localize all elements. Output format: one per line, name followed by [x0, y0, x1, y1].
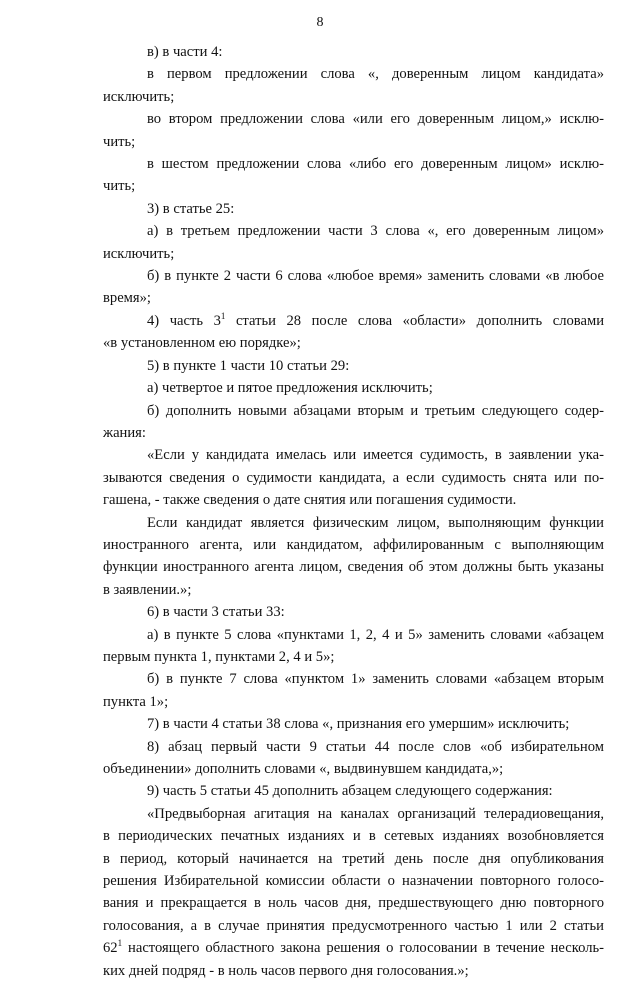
- text-line: [103, 825, 604, 847]
- text-segment: 4) часть 3: [147, 312, 221, 329]
- text-segment: в шестом предложении слова «либо его доверенным лицом» исклю-: [147, 156, 604, 173]
- text-line: [103, 131, 604, 153]
- text-line: [103, 534, 604, 556]
- text-segment: жания:: [103, 424, 146, 441]
- text-line: [103, 153, 604, 175]
- text-segment: чить;: [103, 178, 136, 195]
- text-line: [103, 198, 604, 220]
- text-line: [103, 758, 604, 780]
- text-line: [103, 175, 604, 197]
- document-body: [103, 41, 604, 982]
- text-line: [103, 467, 604, 489]
- text-line: [103, 287, 604, 309]
- text-line: [103, 310, 604, 332]
- text-segment: настоящего областного закона решения о голосовании в течение несколь-: [122, 940, 604, 957]
- text-line: [103, 848, 604, 870]
- text-line: [103, 243, 604, 265]
- text-line: [103, 422, 604, 444]
- text-segment: 8) абзац первый части 9 статьи 44 после слов «об избирательном: [147, 738, 604, 755]
- superscript: 1: [117, 938, 123, 949]
- text-segment: в первом предложении слова «, доверенным лицом кандидата»: [147, 66, 604, 83]
- text-segment: б) в пункте 2 части 6 слова «любое время» заменить словами «в любое: [147, 268, 604, 285]
- text-line: [103, 646, 604, 668]
- text-line: [103, 400, 604, 422]
- text-segment: 6) в части 3 статьи 33:: [147, 604, 285, 621]
- text-segment: «Если у кандидата имелась или имеется судимость, в заявлении ука-: [147, 447, 604, 464]
- text-segment: во втором предложении слова «или его доверенным лицом,» исклю-: [147, 111, 604, 128]
- text-line: [103, 892, 604, 914]
- text-segment: в) в части 4:: [147, 44, 223, 60]
- text-segment: гашена, - также сведения о дате снятия или погашения судимости.: [103, 492, 517, 509]
- text-segment: б) в пункте 7 слова «пунктом 1» заменить словами «абзацем вторым: [147, 671, 604, 688]
- text-segment: первым пункта 1, пунктами 2, 4 и 5»;: [103, 648, 335, 665]
- superscript: 1: [220, 310, 226, 321]
- text-segment: в период, который начинается на третий день после дня опубликования: [103, 850, 604, 867]
- text-segment: б) дополнить новыми абзацами вторым и третьим следующего содер-: [147, 402, 604, 419]
- text-segment: Если кандидат является физическим лицом, выполняющим функции: [147, 514, 604, 531]
- text-segment: а) в третьем предложении части 3 слова «, его доверенным лицом»: [147, 223, 604, 240]
- text-segment: 5) в пункте 1 части 10 статьи 29:: [147, 357, 350, 374]
- text-segment: ких дней подряд - в ноль часов первого дня голосования.»;: [103, 962, 469, 979]
- text-line: [103, 870, 604, 892]
- text-line: [103, 915, 604, 937]
- text-segment: решения Избирательной комиссии области о назначении повторного голосо-: [103, 873, 604, 890]
- text-segment: а) четвертое и пятое предложения исключить;: [147, 380, 433, 397]
- text-line: [103, 668, 604, 690]
- text-line: [103, 736, 604, 758]
- text-segment: в заявлении.»;: [103, 581, 192, 598]
- text-segment: «Предвыборная агитация на каналах организаций телерадиовещания,: [147, 805, 604, 822]
- text-line: [103, 937, 604, 959]
- text-line: [103, 803, 604, 825]
- text-segment: исключить;: [103, 88, 175, 105]
- text-line: [103, 579, 604, 601]
- text-line: [103, 713, 604, 735]
- text-segment: статьи 28 после слова «области» дополнить словами: [225, 312, 604, 329]
- text-line: [103, 512, 604, 534]
- text-segment: 7) в части 4 статьи 38 слова «, признания его умершим» исключить;: [147, 716, 570, 733]
- text-line: [103, 780, 604, 802]
- text-segment: вания и прекращается в ноль часов дня, предшествующего дню повторного: [103, 895, 604, 912]
- text-line: [103, 377, 604, 399]
- text-line: [103, 332, 604, 354]
- text-line: [103, 624, 604, 646]
- text-segment: функции иностранного агента лицом, сведения об этом должны быть указаны: [103, 559, 604, 576]
- text-line: [103, 86, 604, 108]
- page-number: 8: [316, 15, 324, 30]
- text-segment: а) в пункте 5 слова «пунктами 1, 2, 4 и 5» заменить словами «абзацем: [147, 626, 604, 643]
- text-segment: «в установленном ею порядке»;: [103, 335, 301, 352]
- text-line: [103, 960, 604, 982]
- text-segment: 9) часть 5 статьи 45 дополнить абзацем следующего содержания:: [147, 783, 553, 800]
- text-line: [103, 265, 604, 287]
- text-segment: пункта 1»;: [103, 693, 169, 710]
- text-segment: голосования, а в случае принятия предусмотренного частью 1 или 2 статьи: [103, 917, 604, 934]
- text-segment: зываются сведения о судимости кандидата, а если судимость снята или по-: [103, 469, 604, 486]
- text-segment: время»;: [103, 290, 151, 307]
- text-line: [103, 489, 604, 511]
- text-line: [103, 41, 604, 63]
- text-segment: исключить;: [103, 245, 175, 262]
- text-segment: иностранного агента, или кандидатом, аффилированным с выполняющим: [103, 536, 604, 553]
- text-line: [103, 556, 604, 578]
- text-segment: объединении» дополнить словами «, выдвинувшем кандидата,»;: [103, 761, 504, 777]
- text-segment: 62: [103, 940, 118, 957]
- text-line: [103, 220, 604, 242]
- text-line: [103, 355, 604, 377]
- text-line: [103, 444, 604, 466]
- text-line: [103, 108, 604, 130]
- text-segment: в периодических печатных изданиях и в сетевых изданиях возобновляется: [103, 828, 604, 845]
- text-segment: 3) в статье 25:: [147, 200, 235, 217]
- text-line: [103, 63, 604, 85]
- text-line: [103, 601, 604, 623]
- text-segment: чить;: [103, 133, 136, 150]
- text-line: [103, 691, 604, 713]
